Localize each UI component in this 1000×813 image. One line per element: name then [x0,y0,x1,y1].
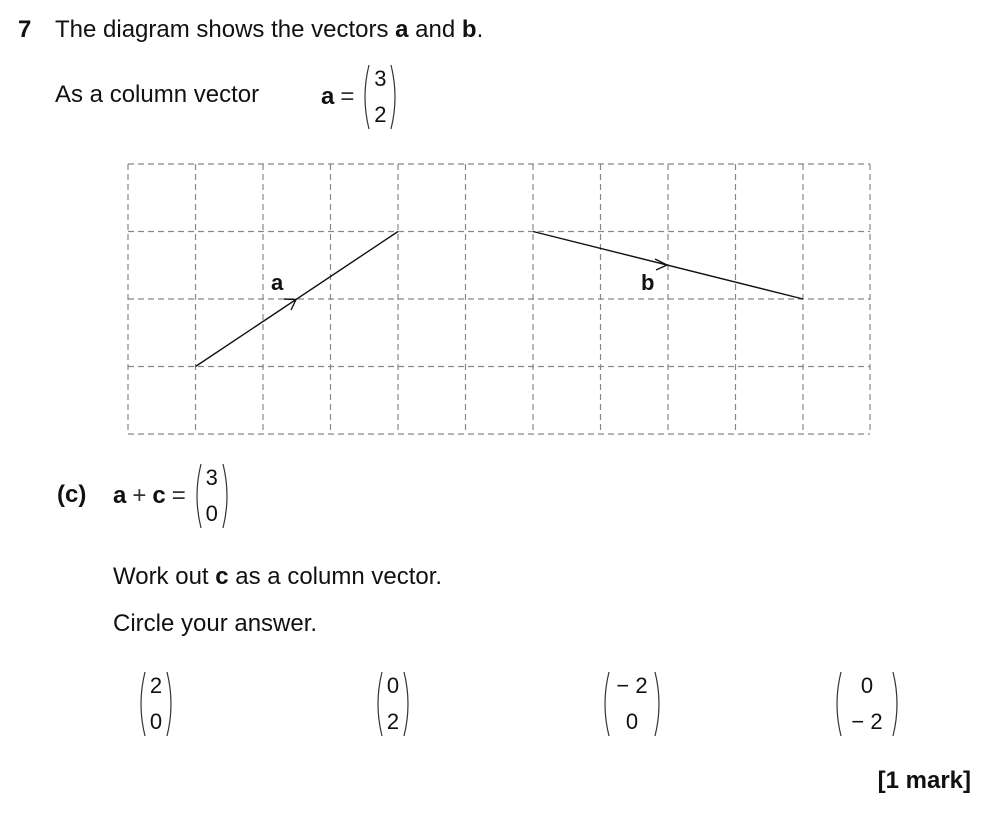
column-vector-a [360,64,400,130]
left-paren-icon [600,671,610,737]
option-4-top: 0 [860,673,874,698]
part-c-equation [113,463,232,529]
equals-sign: = [171,482,186,509]
vector-a-arrow [196,232,399,367]
answer-option-2[interactable] [373,671,413,737]
left-paren-icon [373,671,383,737]
marks-label: [1 mark] [877,767,971,794]
option-3-bottom: 0 [625,709,639,734]
answer-option-3[interactable] [600,671,664,737]
instruction-vector-c: c [215,563,229,590]
instruction-post: as a column vector. [228,563,443,590]
intro-text: The diagram shows the vectors [55,16,396,43]
part-label: (c) [57,481,87,508]
left-paren-icon [832,671,842,737]
right-paren-icon [654,671,664,737]
intro-vector-a: a [395,16,409,43]
column-vector-label: As a column vector [55,81,260,108]
result-top: 3 [205,465,218,490]
vector-grid-diagram [127,163,873,443]
vector-a-bottom: 2 [374,102,387,127]
eq-vector-a: a [113,482,127,509]
left-paren-icon [192,463,202,529]
circle-prompt: Circle your answer. [113,610,318,637]
answer-option-4[interactable] [832,671,902,737]
option-3-top: − 2 [616,673,648,698]
right-paren-icon [222,463,232,529]
right-paren-icon [403,671,413,737]
plus-sign: + [132,482,147,509]
option-4-bottom: − 2 [851,709,883,734]
intro-text-end: . [476,16,484,43]
instruction-pre: Work out [113,563,216,590]
vector-a-name: a [321,83,335,110]
option-2-bottom: 2 [386,709,400,734]
grid-svg [127,163,873,438]
left-paren-icon [136,671,146,737]
question-number: 7 [18,16,32,43]
equals-sign: = [340,83,355,110]
answer-option-1[interactable] [136,671,176,737]
option-2-top: 0 [386,673,400,698]
right-paren-icon [166,671,176,737]
question-intro [55,16,483,44]
right-paren-icon [390,64,400,130]
intro-text-mid: and [408,16,462,43]
right-paren-icon [892,671,902,737]
vector-a-label: a [271,270,284,295]
instruction-text [113,563,442,591]
option-1-top: 2 [149,673,163,698]
eq-vector-c: c [152,482,166,509]
option-1-bottom: 0 [149,709,163,734]
vector-a-top: 3 [374,66,387,91]
vector-b-label: b [641,270,655,295]
result-column-vector [192,463,232,529]
result-bottom: 0 [205,501,218,526]
left-paren-icon [360,64,370,130]
vector-a-definition [321,64,400,130]
grid-lines [128,164,870,434]
intro-vector-b: b [461,16,477,43]
